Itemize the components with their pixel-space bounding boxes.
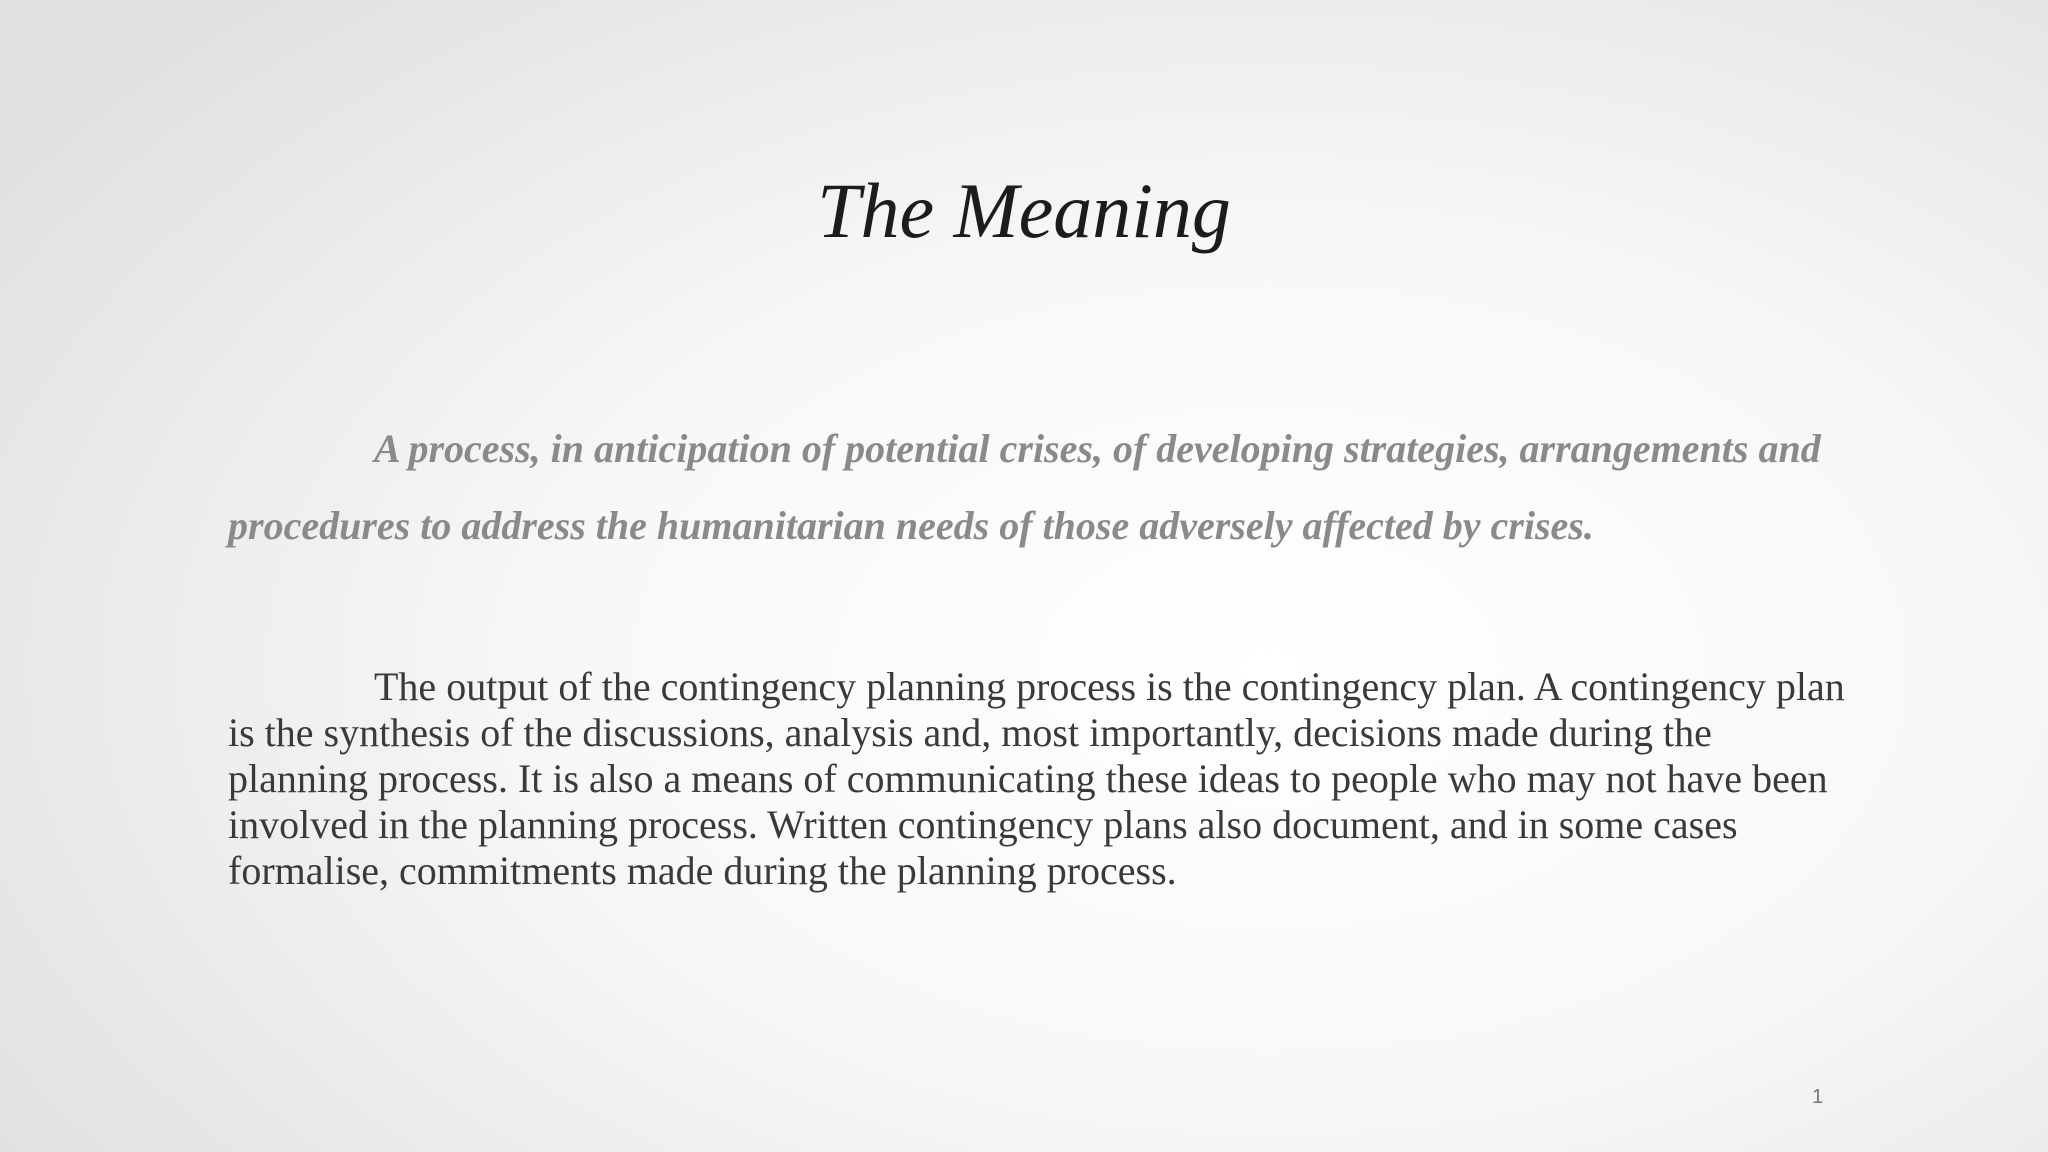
body-paragraph: The output of the contingency planning process is the contingency plan. A contingency plan is the synthesis of the discussions, analysis and, most importantly, decisions made during the planning process. It is also a means of communicating these ideas to people who may not have been involved in the planning process. Written contingency plans also document, and in some cases formalise, commitments made during the planning process. [228, 664, 1845, 893]
slide-title: The Meaning [817, 167, 1231, 254]
definition-text: A process, in anticipation of potential crises, of developing strategies, arrangements and procedures to address the humanitarian needs of those adversely affected by crises. [228, 426, 1821, 548]
page-number: 1 [1812, 1086, 1824, 1108]
